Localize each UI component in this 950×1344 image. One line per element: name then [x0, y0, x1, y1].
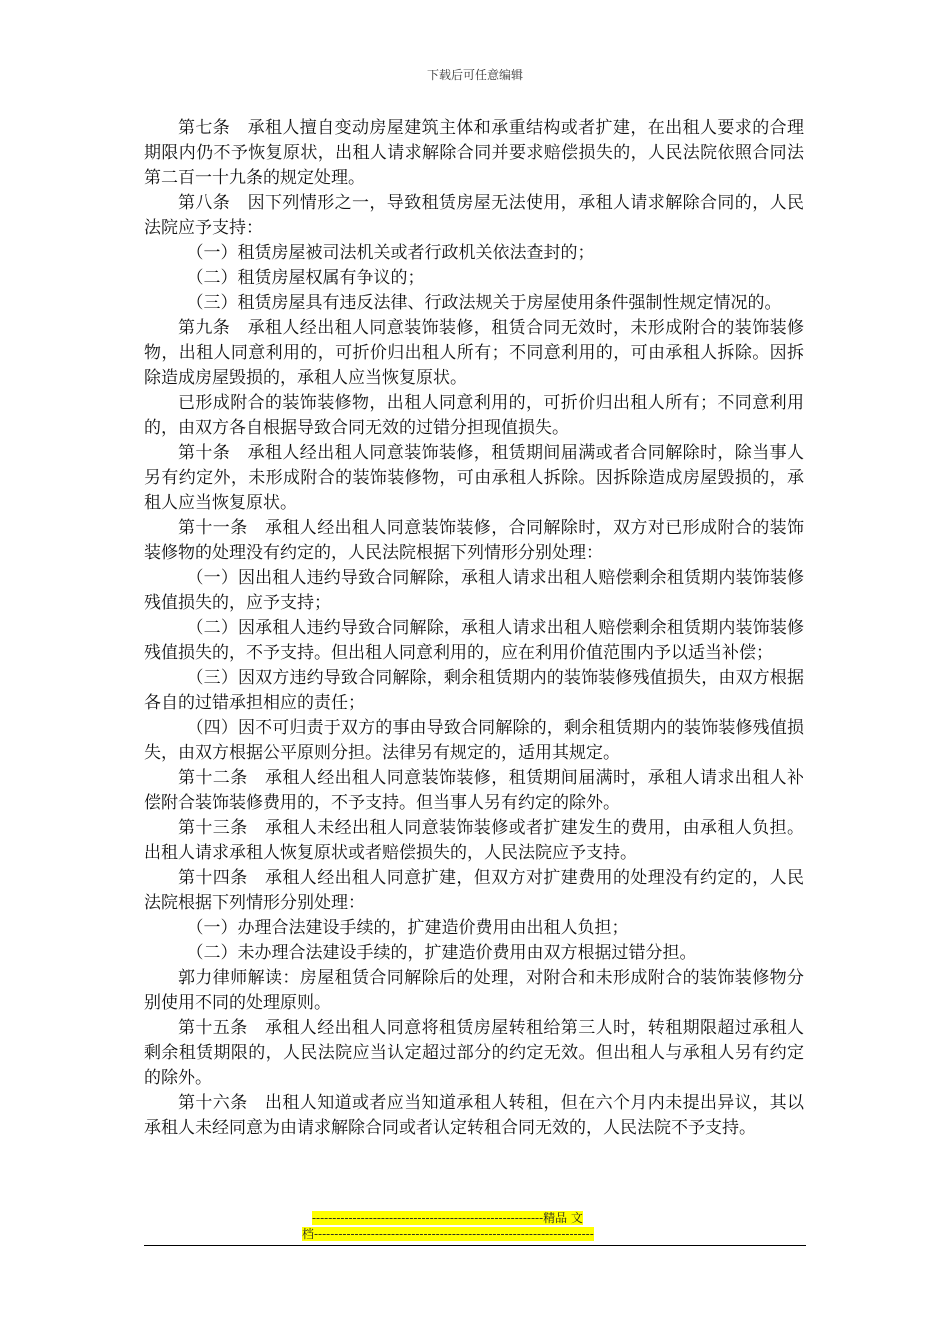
article-10: 第十条 承租人经出租人同意装饰装修，租赁期间届满或者合同解除时，除当事人另有约定外，未形成附合的装饰装修物，可由承租人拆除。因拆除造成房屋毁损的，承租人应当恢复原状。 [144, 443, 804, 513]
article-16: 第十六条 出租人知道或者应当知道承租人转租，但在六个月内未提出异议，其以承租人未经同意为由请求解除合同或者认定转租合同无效的，人民法院不予支持。 [144, 1093, 804, 1138]
article-7: 第七条 承租人擅自变动房屋建筑主体和承重结构或者扩建，在出租人要求的合理期限内仍不予恢复原状，出租人请求解除合同并要求赔偿损失的，人民法院依照合同法第二百一十九条的规定处理。 [144, 118, 804, 188]
article-8-item-2: （二）租赁房屋权属有争议的； [186, 268, 425, 288]
article-9-para-2: 已形成附合的装饰装修物，出租人同意利用的，可折价归出租人所有；不同意利用的，由双方各自根据导致合同无效的过错分担现值损失。 [144, 393, 804, 438]
footer-watermark [144, 1210, 804, 1242]
article-14: 第十四条 承租人经出租人同意扩建，但双方对扩建费用的处理没有约定的，人民法院根据下列情形分别处理： [144, 868, 804, 913]
article-11-item-4: （四）因不可归责于双方的事由导致合同解除的，剩余租赁期内的装饰装修残值损失，由双方根据公平原则分担。法律另有规定的，适用其规定。 [144, 718, 804, 763]
article-15: 第十五条 承租人经出租人同意将租赁房屋转租给第三人时，转租期限超过承租人剩余租赁期限的，人民法院应当认定超过部分的约定无效。但出租人与承租人另有约定的除外。 [144, 1018, 804, 1088]
article-14-item-1: （一）办理合法建设手续的，扩建造价费用由出租人负担； [186, 918, 629, 938]
page-header: 下载后可任意编辑 [426, 68, 523, 82]
footer-line-2: 档--------------------------------------------------------------------- [302, 1227, 594, 1241]
article-14-item-2: （二）未办理合法建设手续的，扩建造价费用由双方根据过错分担。 [186, 943, 697, 963]
footer-rule [144, 1245, 806, 1246]
article-8: 第八条 因下列情形之一，导致租赁房屋无法使用，承租人请求解除合同的，人民法院应予支持： [144, 193, 804, 238]
article-8-item-1: （一）租赁房屋被司法机关或者行政机关依法查封的； [186, 243, 595, 263]
article-9: 第九条 承租人经出租人同意装饰装修，租赁合同无效时，未形成附合的装饰装修物，出租人同意利用的，可折价归出租人所有；不同意利用的，可由承租人拆除。因拆除造成房屋毁损的，承租人应当恢复原状。 [144, 318, 804, 388]
article-8-item-3: （三）租赁房屋具有违反法律、行政法规关于房屋使用条件强制性规定情况的。 [186, 293, 782, 313]
article-11: 第十一条 承租人经出租人同意装饰装修，合同解除时，双方对已形成附合的装饰装修物的处理没有约定的，人民法院根据下列情形分别处理： [144, 518, 804, 563]
document-body [144, 116, 804, 1141]
article-11-item-3: （三）因双方违约导致合同解除，剩余租赁期内的装饰装修残值损失，由双方根据各自的过错承担相应的责任； [144, 668, 804, 713]
footer-line-1: ---------------------------------------------------------精品 文 [312, 1211, 583, 1225]
lawyer-commentary: 郭力律师解读：房屋租赁合同解除后的处理，对附合和未形成附合的装饰装修物分别使用不同的处理原则。 [144, 968, 804, 1013]
article-11-item-2: （二）因承租人违约导致合同解除，承租人请求出租人赔偿剩余租赁期内装饰装修残值损失的，不予支持。但出租人同意利用的，应在利用价值范围内予以适当补偿； [144, 618, 804, 663]
article-13: 第十三条 承租人未经出租人同意装饰装修或者扩建发生的费用，由承租人负担。出租人请求承租人恢复原状或者赔偿损失的，人民法院应予支持。 [144, 818, 804, 863]
article-12: 第十二条 承租人经出租人同意装饰装修，租赁期间届满时，承租人请求出租人补偿附合装饰装修费用的，不予支持。但当事人另有约定的除外。 [144, 768, 804, 813]
article-11-item-1: （一）因出租人违约导致合同解除，承租人请求出租人赔偿剩余租赁期内装饰装修残值损失的，应予支持； [144, 568, 804, 613]
